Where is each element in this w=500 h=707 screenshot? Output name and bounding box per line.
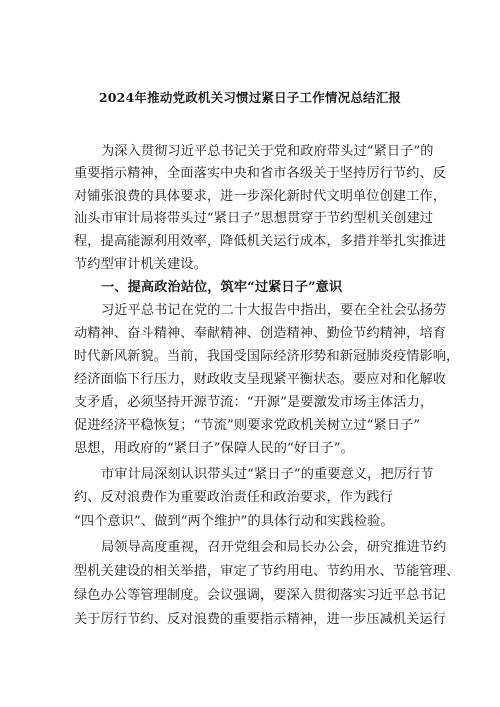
paragraph-line: 对铺张浪费的具体要求，进一步深化新时代文明单位创建工作，	[74, 189, 447, 204]
document-title: 2024年推动党政机关习惯过紧日子工作情况总结汇报	[98, 90, 402, 105]
section-heading: 一、提高政治站位，筑牢“过紧日子”意识	[101, 280, 343, 295]
paragraph-line: 重要指示精神，全面落实中央和省市各级关于坚持厉行节约、反	[74, 166, 447, 181]
paragraph-line: 促进经济平稳恢复；“节流”则要求党政机关树立过“紧日子”	[74, 418, 421, 433]
paragraph-line: 程，提高能源利用效率，降低机关运行成本，多措并举扎实推进	[74, 234, 447, 249]
paragraph-line: 市审计局深刻认识带头过“紧日子”的重要意义，把厉行节	[101, 467, 434, 482]
paragraph-line: 约、反对浪费作为重要政治责任和政治要求，作为践行	[74, 490, 393, 505]
paragraph-line: 关于厉行节约、反对浪费的重要指示精神，进一步压减机关运行	[74, 612, 447, 627]
paragraph-line: 汕头市审计局将带头过“紧日子”思想贯穿于节约型机关创建过	[74, 211, 434, 226]
paragraph-line: 为深入贯彻习近平总书记关于党和政府带头过“紧日子”的	[101, 144, 434, 159]
paragraph-line: “四个意识”、做到“两个维护”的具体行动和实践检验。	[74, 514, 394, 529]
paragraph-line: 支矛盾，必须坚持开源节流：“开源”是要激发市场主体活力，	[74, 395, 434, 410]
paragraph-line: 经济面临下行压力，财政收支呈现紧平衡状态。要应对和化解收	[74, 372, 447, 387]
paragraph-line: 时代新风新貌。当前，我国受国际经济形势和新冠肺炎疫情影响，	[74, 349, 460, 364]
paragraph-line: 局领导高度重视，召开党组会和局长办公会，研究推进节约	[101, 540, 447, 555]
paragraph-line: 绿色办公等管理制度。会议强调，要深入贯彻落实习近平总书记	[74, 588, 447, 603]
paragraph-line: 思想，用政府的“紧日子”保障人民的“好日子”。	[74, 441, 354, 456]
paragraph-line: 型机关建设的相关举措，审定了节约用电、节约用水、节能管理、	[74, 564, 460, 579]
paragraph-line: 节约型审计机关建设。	[74, 257, 207, 272]
paragraph-line: 习近平总书记在党的二十大报告中指出，要在全社会弘扬劳	[101, 303, 447, 318]
paragraph-line: 动精神、奋斗精神、奉献精神、创造精神、勤俭节约精神，培育	[74, 326, 447, 341]
